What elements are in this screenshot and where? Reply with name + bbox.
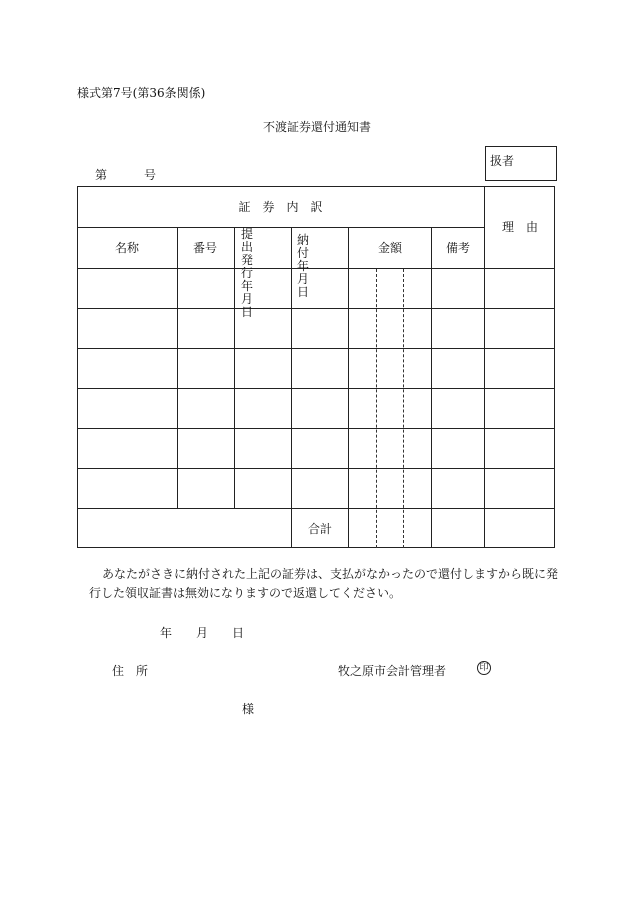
body-text-line-1: あなたがさきに納付された上記の証券は、支払がなかったので還付しますから既に発 <box>102 567 559 581</box>
col-name-header: 名 称 <box>114 241 140 255</box>
recipient-suffix: 様 <box>242 702 255 716</box>
handler-box <box>485 146 557 181</box>
seal-icon: 印 <box>477 661 491 675</box>
document-title: 不渡証券還付通知書 <box>263 120 372 134</box>
number-label-dai: 第 <box>95 168 108 182</box>
col-issue-date-header: 提 出 発 行 年 月 日 <box>241 227 254 319</box>
col-remarks-header: 備 考 <box>445 241 471 255</box>
total-label: 合 計 <box>307 521 333 536</box>
body-text-line-2: 行した領収証書は無効になりますので返還してください。 <box>89 586 402 600</box>
issuer: 牧之原市会計管理者 <box>338 664 447 678</box>
group-header: 証 券 内 訳 <box>238 199 323 214</box>
number-label-go: 号 <box>144 168 157 182</box>
reason-header: 理 由 <box>501 220 538 234</box>
col-amount-header: 金 額 <box>377 241 403 255</box>
col-payment-date-header: 納 付 年 月 日 <box>297 233 310 299</box>
address-label: 住 所 <box>112 664 149 678</box>
form-number: 様式第7号(第36条関係) <box>77 86 206 100</box>
date-year: 年 <box>160 626 173 640</box>
date-month: 月 <box>196 626 209 640</box>
col-number-header: 番 号 <box>192 241 218 255</box>
date-day: 日 <box>232 626 245 640</box>
handler-label: 扱者 <box>490 154 515 168</box>
